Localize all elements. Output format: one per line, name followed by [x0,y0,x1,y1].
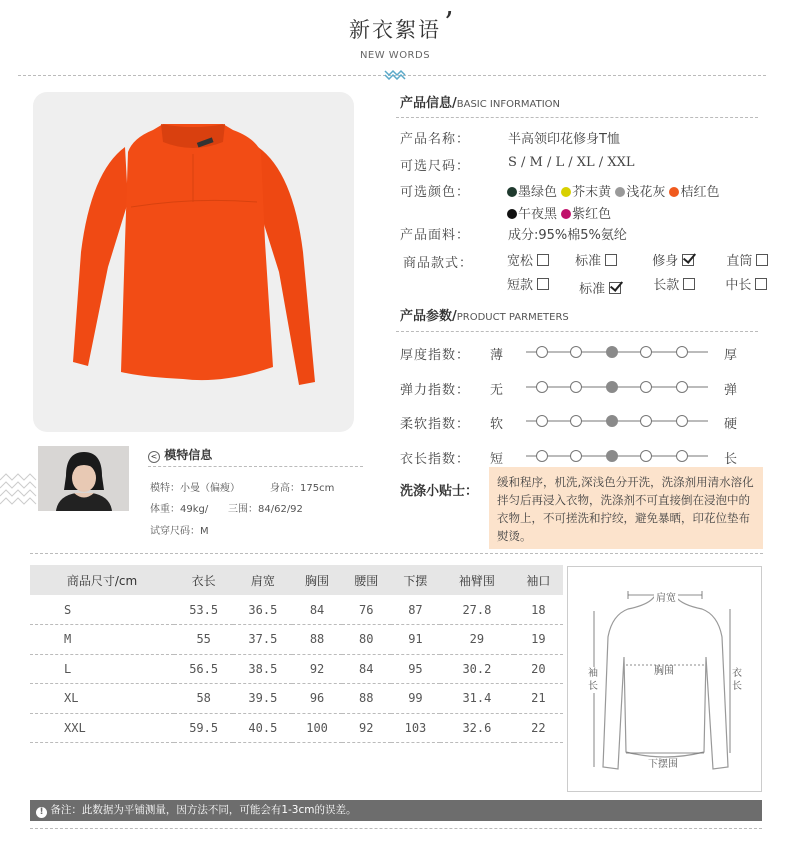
table-header-cell: 腰围 [342,565,391,595]
slider-node-selected [607,382,618,393]
product-photo [33,92,354,432]
label-shoulder: 肩宽 [654,589,678,604]
table-cell: 39.5 [233,684,292,714]
table-cell: 100 [292,713,341,743]
table-cell: 53.5 [174,595,233,625]
slider-node [537,451,548,462]
name-label: 产品名称： [400,132,471,147]
color-swatch-orange[interactable]: 桔红色 [669,185,719,200]
basic-info-heading-en: BASIC INFORMATION [456,99,561,110]
table-cell: 55 [174,625,233,655]
model-size: 试穿尺码：M [150,526,209,537]
param-right-end: 硬 [724,417,738,432]
fit-options [507,250,768,269]
label-sleeve: 袖长 [588,668,598,692]
color-swatch-dark-green[interactable]: 墨绿色 [507,185,557,200]
checkbox-straight [756,254,768,266]
table-row [30,713,563,743]
table-cell: 32.6 [440,713,514,743]
slider-node [537,382,548,393]
length-options [507,274,767,297]
length-mid[interactable]: 中长 [725,274,767,293]
footer-note: ! 备注：此数据为平铺测量，因方法不同，可能会有1-3cm的误差。 [30,800,762,821]
table-cell: 96 [292,684,341,714]
table-cell: 88 [342,684,391,714]
table-cell: 84 [292,595,341,625]
table-cell: 95 [391,654,440,684]
slider-node-selected [607,416,618,427]
table-row [30,684,563,714]
info-icon: ! [36,807,47,818]
slider-node [571,416,582,427]
table-cell: 91 [391,625,440,655]
table-header-cell: 衣长 [174,565,233,595]
slider-node-selected [607,451,618,462]
slider-node [641,416,652,427]
length-short[interactable]: 短款 [507,274,575,293]
table-cell: 84 [342,654,391,684]
care-text: 缓和程序，机洗,深浅色分开洗，洗涤剂用清水溶化拌匀后再浸入衣物，洗涤剂不可直接倒在浸泡中的衣物上，不可搓洗和拧绞，避免暴晒，印花位垫布熨烫。 [489,467,763,549]
color-list-row2 [507,203,611,222]
table-row [30,654,563,684]
color-swatch-light-gray[interactable]: 浅花灰 [615,185,665,200]
table-header-cell: 袖臂围 [440,565,514,595]
color-swatch-mustard[interactable]: 芥末黄 [561,185,611,200]
sizes-label: 可选尺码： [400,159,471,174]
slider-node [537,416,548,427]
slider-node [641,347,652,358]
table-cell: 76 [342,595,391,625]
care-label: 洗涤小贴士： [400,484,479,499]
checkbox-loose [537,254,549,266]
slider-node [677,451,688,462]
model-measurements: 三围：84/62/92 [228,504,303,515]
table-cell: 29 [440,625,514,655]
table-cell: 30.2 [440,654,514,684]
name-value: 半高领印花修身T恤 [508,132,620,147]
params-heading: 产品参数/PRODUCT PARMETERS [400,309,569,324]
table-cell: 56.5 [174,654,233,684]
table-cell: 38.5 [233,654,292,684]
table-cell: 21 [514,684,563,714]
fit-slim[interactable]: 修身 [652,250,722,269]
slider-node [677,416,688,427]
page-subtitle: NEW WORDS [359,50,431,61]
table-row [30,595,563,625]
label-hem: 下摆围 [648,759,678,770]
size-table [30,565,563,743]
model-photo [38,446,129,511]
table-cell: XXL [30,713,174,743]
param-label: 衣长指数： [400,452,471,467]
color-swatch-magenta[interactable]: 紫红色 [561,207,611,222]
slider-node [641,382,652,393]
table-top-divider [30,553,763,554]
label-length: 衣长 [732,668,742,692]
table-cell: 103 [391,713,440,743]
table-cell: 18 [514,595,563,625]
param-left-end: 薄 [490,348,504,363]
sizes-value: S / M / L / XL / XXL [508,155,635,170]
param-left-end: 短 [490,452,504,467]
params-divider [396,331,758,332]
style-label: 商品款式： [403,256,474,271]
length-standard[interactable]: 标准 [579,278,649,297]
fabric-label: 产品面料： [400,228,471,243]
param-left-end: 软 [490,417,504,432]
model-height: 身高：175cm [270,483,335,494]
model-heading: < 模特信息 [148,446,212,463]
checkbox-slim-checked [682,254,694,266]
param-slider [522,343,712,361]
zigzag-decoration [0,470,40,514]
checkbox-short [537,278,549,290]
table-cell: S [30,595,174,625]
back-circle-icon: < [148,451,160,463]
slider-node [571,347,582,358]
table-cell: L [30,654,174,684]
table-cell: 59.5 [174,713,233,743]
table-cell: 40.5 [233,713,292,743]
table-header-cell: 肩宽 [233,565,292,595]
checkbox-long [683,278,695,290]
param-label: 厚度指数： [400,348,471,363]
table-cell: 36.5 [233,595,292,625]
table-cell: 19 [514,625,563,655]
label-chest: 胸围 [654,666,674,677]
table-header-cell: 胸围 [292,565,341,595]
fabric-value: 成分:95%棉5%氨纶 [508,228,627,243]
page-title: 新衣絮语 [349,18,441,42]
table-row [30,625,563,655]
table-cell: 92 [342,713,391,743]
table-header-cell: 袖口 [514,565,563,595]
color-swatch-black[interactable]: 午夜黑 [507,207,557,222]
params-heading-en: PRODUCT PARMETERS [456,312,569,323]
param-left-end: 无 [490,383,504,398]
checkbox-length-standard-checked [609,282,621,294]
table-header-cell: 下摆 [391,565,440,595]
slider-node [571,451,582,462]
fit-standard[interactable]: 标准 [575,250,648,269]
slider-node [677,347,688,358]
title-comma: ’ [444,6,454,41]
measurement-diagram [567,566,762,792]
param-right-end: 长 [724,452,738,467]
footer-divider [30,828,762,829]
table-cell: 31.4 [440,684,514,714]
table-cell: 88 [292,625,341,655]
slider-node [641,451,652,462]
table-cell: XL [30,684,174,714]
slider-node [537,347,548,358]
fit-straight[interactable]: 直筒 [726,250,768,269]
model-divider [148,466,363,467]
table-cell: 99 [391,684,440,714]
param-right-end: 弹 [724,383,738,398]
length-long[interactable]: 长款 [653,274,721,293]
table-cell: 37.5 [233,625,292,655]
table-cell: 58 [174,684,233,714]
param-label: 柔软指数： [400,417,471,432]
checkbox-mid [755,278,767,290]
table-cell: 92 [292,654,341,684]
table-cell: M [30,625,174,655]
colors-label: 可选颜色： [400,185,471,200]
table-header-cell: 商品尺寸/cm [30,565,174,595]
model-name: 模特：小曼（偏瘦） [150,483,240,494]
slider-node-selected [607,347,618,358]
slider-node [571,382,582,393]
wave-icon [383,68,407,80]
param-slider [522,378,712,396]
color-list-row1 [507,181,719,200]
table-cell: 27.8 [440,595,514,625]
table-cell: 80 [342,625,391,655]
table-cell: 22 [514,713,563,743]
slider-node [677,382,688,393]
model-weight: 体重：49kg/ [150,504,209,515]
checkbox-standard [605,254,617,266]
param-label: 弹力指数： [400,383,471,398]
table-cell: 87 [391,595,440,625]
basic-divider [396,117,758,118]
param-slider [522,447,712,465]
orange-shirt-image [33,92,354,432]
param-slider [522,412,712,430]
basic-info-heading: 产品信息/BASIC INFORMATION [400,96,561,111]
param-right-end: 厚 [724,348,738,363]
table-cell: 20 [514,654,563,684]
fit-loose[interactable]: 宽松 [507,250,571,269]
